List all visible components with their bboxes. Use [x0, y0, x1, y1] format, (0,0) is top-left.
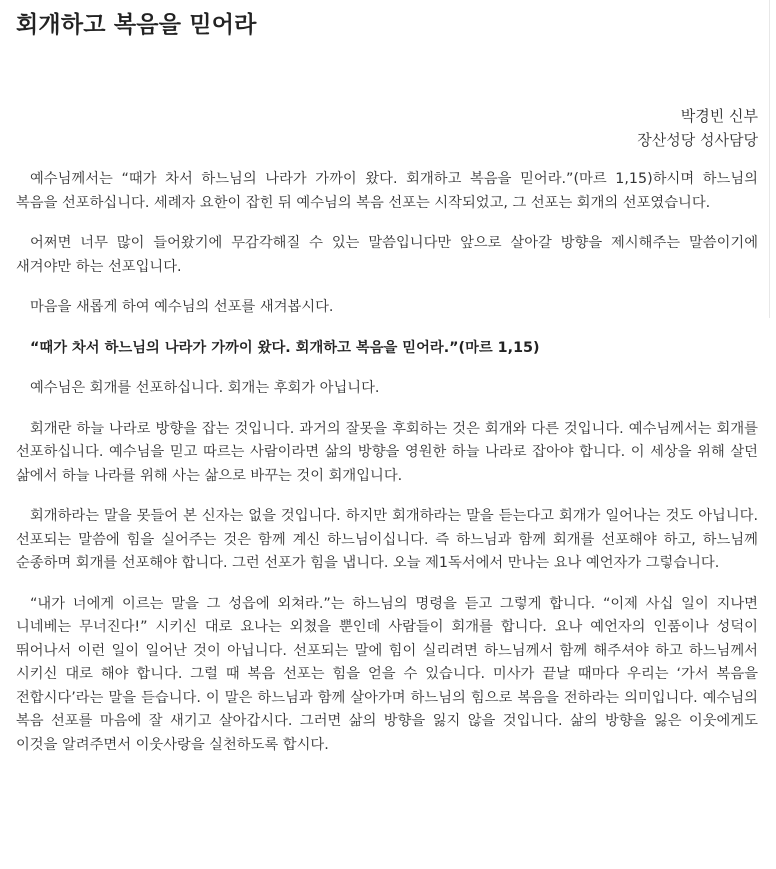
paragraph: 예수님은 회개를 선포하십니다. 회개는 후회가 아닙니다. [30, 380, 380, 396]
byline [637, 104, 758, 152]
article-title: 회개하고 복음을 믿어라 [16, 12, 257, 38]
paragraph: 회개란 하늘 나라로 방향을 잡는 것입니다. 과거의 잘못을 후회하는 것은 회개와 다른 것입니다. 예수님께서는 회개를 선포하십니다. 예수님을 믿고 따르는 사람이라면 삶의 방향을 영원한 하늘 나라로 잡아야 합니다. 이 세상을 위해 살던 삶에서 하늘 나라를 위해 사는 삶으로 바꾸는 것이 회개입니다. [16, 420, 758, 484]
article-body [16, 168, 758, 774]
highlighted-quote: “때가 차서 하느님의 나라가 가까이 왔다. 회개하고 복음을 믿어라.”(마르 1,15) [30, 339, 540, 356]
author-name: 박경빈 신부 [680, 107, 758, 125]
author-affiliation: 장산성당 성사담당 [637, 131, 758, 149]
paragraph: 어쩌면 너무 많이 들어왔기에 무감각해질 수 있는 말씀입니다만 앞으로 살아갈 방향을 제시해주는 말씀이기에 새겨야만 하는 선포입니다. [16, 235, 758, 275]
paragraph: 회개하라는 말을 못들어 본 신자는 없을 것입니다. 하지만 회개하라는 말을 듣는다고 회개가 일어나는 것도 아닙니다. 선포되는 말씀에 힘을 실어주는 것은 함께 계신 하느님이십니다. 즉 하느님과 함께 회개를 선포해야 하고, 하느님께 순종하며 회개를 선포해야 합니다. 그런 선포가 힘을 냅니다. 오늘 제1독서에서 만나는 요나 예언자가 그렇습니다. [16, 508, 758, 571]
paragraph: “내가 너에게 이르는 말을 그 성읍에 외쳐라.”는 하느님의 명령을 듣고 그렇게 합니다. “이제 사십 일이 지나면 니네베는 무너진다!” 시키신 대로 요나는 외쳤을 뿐인데 사람들이 회개를 합니다. 요나 예언자의 인품이나 성덕이 뛰어나서 이런 일이 일어난 것이 아닙니다. 선포되는 말에 힘이 실리려면 하느님께서 함께 해주셔야 하고 하느님께서 시키신 대로 해야 합니다. 그럴 때 복음 선포는 힘을 얻을 수 있습니다. 미사가 끝날 때마다 우리는 ‘가서 복음을 전합시다’라는 말을 듣습니다. 이 말은 하느님과 함께 살아가며 하느님의 힘으로 복음을 전하라는 의미입니다. 예수님의 복음 선포를 마음에 잘 새기고 살아갑시다. 그러면 삶의 방향을 잃지 않을 것입니다. 삶의 방향을 잃은 이웃에게도 이것을 알려주면서 이웃사랑을 실천하도록 합시다. [16, 595, 758, 753]
scrollbar[interactable] [769, 0, 776, 318]
paragraph: 마음을 새롭게 하여 예수님의 선포를 새겨봅시다. [30, 299, 334, 315]
paragraph: 예수님께서는 “때가 차서 하느님의 나라가 가까이 왔다. 회개하고 복음을 믿어라.”(마르 1,15)하시며 하느님의 복음을 선포하십니다. 세례자 요한이 잡힌 뒤 예수님의 복음 선포는 시작되었고, 그 선포는 회개의 선포였습니다. [16, 171, 758, 211]
